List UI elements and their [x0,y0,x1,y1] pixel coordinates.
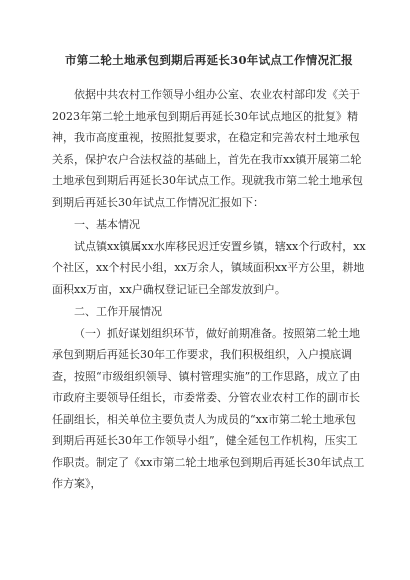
section-heading-work-progress: 二、工作开展情况 [74,305,162,318]
section-heading-basic-situation: 一、基本情况 [74,218,140,231]
section-basic-situation-body: 试点镇xx镇属xx水库移民迟迁安置乡镇，辖xx个行政村，xx个社区，xx个村民小组，xx万余人，镇域面积xx平方公里，耕地面积xx万亩，xx户确权登记证已全部发放到户。 [52,239,366,296]
intro-paragraph: 依据中共农村工作领导小组办公室、农业农村部印发《关于2023年第二轮土地承包到期后再延长30年试点地区的批复》精神，我市高度重视，按照批复要求，在稳定和完善农村土地承包关系，保护农户合法权益的基础上，首先在我市xx镇开展第二轮土地承包到期后再延长30年试点工作。现就我市第二轮土地承包到期后再延长30年试点工作情况汇报如下： [52,88,363,209]
section-work-progress-body: （一）抓好谋划组织环节，做好前期准备。按照第二轮土地承包到期后再延长30年工作要求，我们积极组织，入户摸底调查，按照“市级组织领导、镇村管理实施”的工作思路，成立了由市政府主要领导任组长，市委常委、分管农业农村工作的副市长任副组长，相关单位主要负责人为成员的“xx市第二轮土地承包到期后再延长30年工作领导小组”，健全延包工作机构，压实工作职责。制定了《xx市第二轮土地承包到期后再延长30年试点工作方案》， [52,326,365,490]
document-title: 市第二轮土地承包到期后再延长30年试点工作情况汇报 [64,53,353,67]
